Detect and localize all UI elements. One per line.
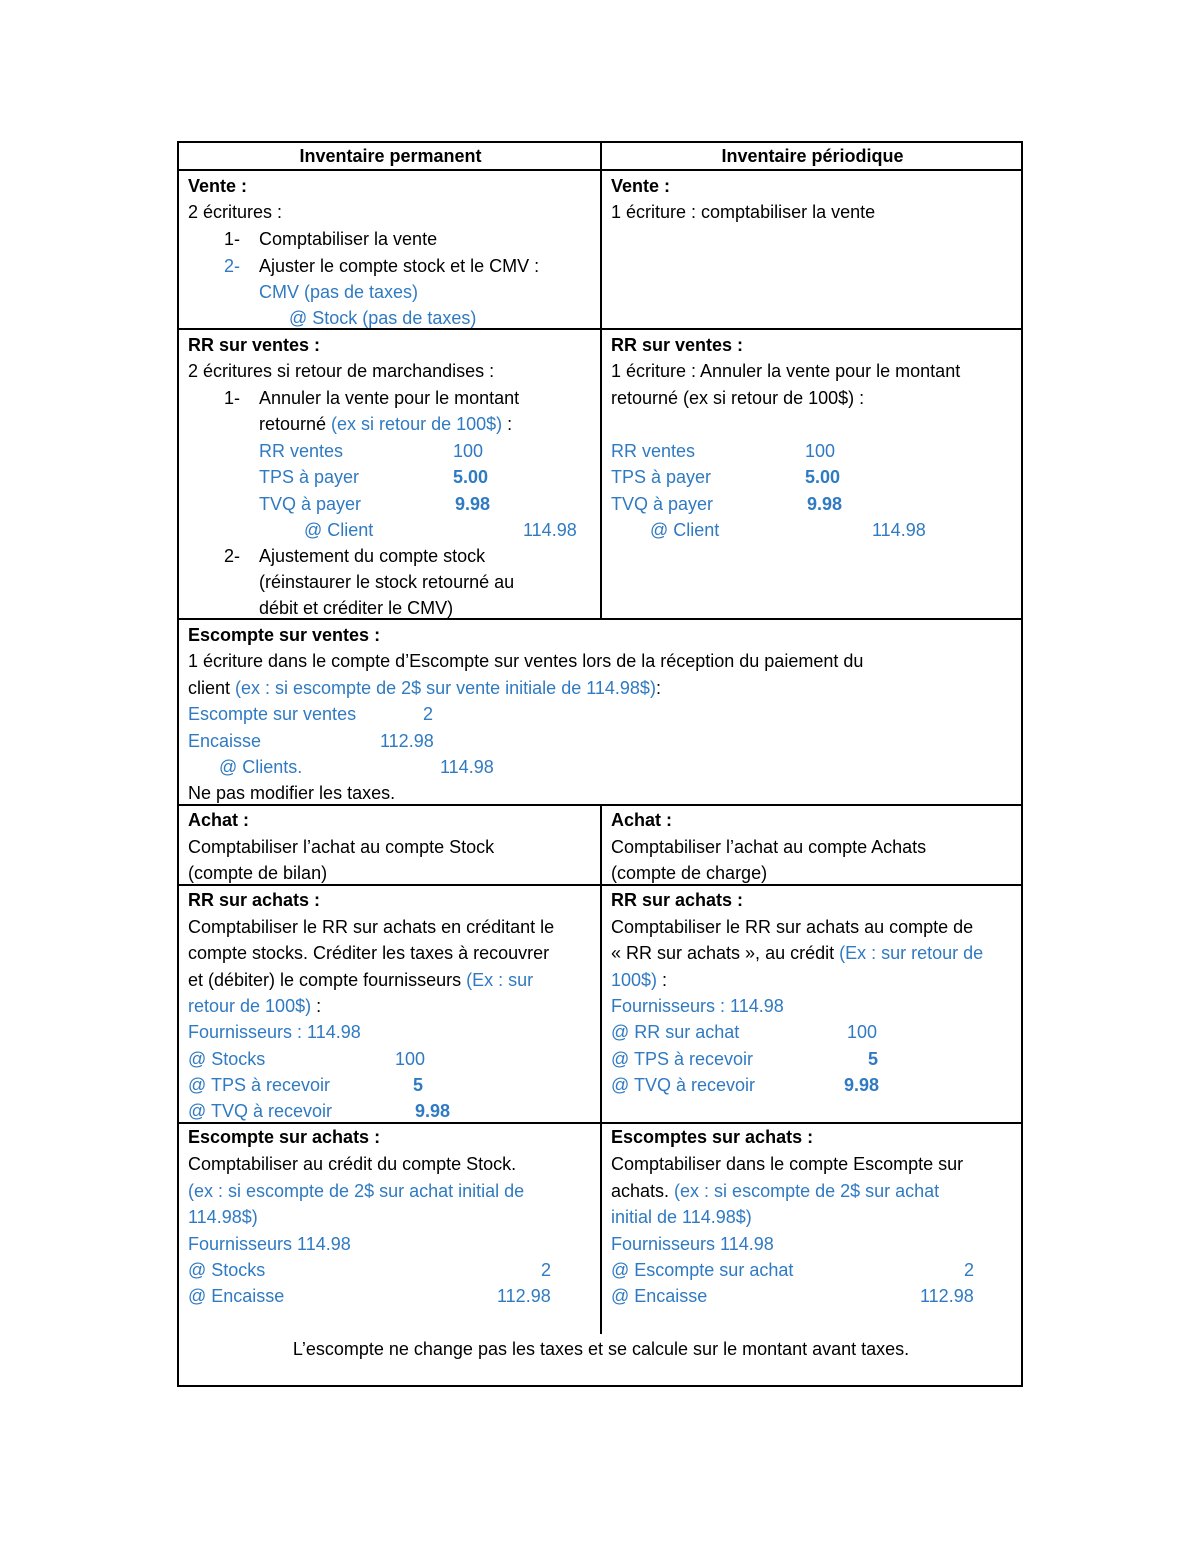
text-line: Comptabiliser au crédit du compte Stock.: [188, 1154, 517, 1174]
text-line: achats. (ex : si escompte de 2$ sur achat: [611, 1181, 940, 1201]
entry-amount: 9.98: [807, 494, 843, 514]
journal-entry-line: Fournisseurs 114.98: [611, 1234, 774, 1254]
entry-account: @ RR sur achat: [611, 1022, 740, 1042]
section-title: Escomptes sur achats :: [611, 1127, 814, 1147]
list-number: 2-: [224, 256, 241, 276]
entry-amount: 9.98: [844, 1075, 880, 1095]
text-line: Comptabiliser l’achat au compte Stock: [188, 837, 495, 857]
text-line: retourné (ex si retour de 100$) :: [259, 414, 513, 434]
rr-ventes-periodique-cell: [602, 330, 1023, 618]
comparison-table: [177, 141, 1023, 1387]
journal-entry-line: Fournisseurs : 114.98: [611, 996, 784, 1016]
text-line: débit et créditer le CMV): [259, 598, 454, 618]
entry-account: @ Stocks: [188, 1049, 266, 1069]
text-line: 100$) :: [611, 970, 668, 990]
text-line: (compte de charge): [611, 863, 768, 883]
section-title: RR sur achats :: [611, 890, 744, 910]
text-line: 1 écriture : Annuler la vente pour le montant: [611, 361, 961, 381]
footnote: L’escompte ne change pas les taxes et se calcule sur le montant avant taxes.: [292, 1339, 910, 1359]
text-line: 1 écriture dans le compte d’Escompte sur ventes lors de la réception du paiement du: [188, 651, 864, 671]
entry-amount: 5: [868, 1049, 879, 1069]
vente-periodique-cell: [602, 171, 1023, 328]
journal-entry-line: Fournisseurs : 114.98: [188, 1022, 361, 1042]
entry-amount: 100: [395, 1049, 426, 1069]
entry-amount: 5.00: [453, 467, 489, 487]
rr-achats-periodique-cell: [602, 886, 1023, 1122]
entry-account: @ Escompte sur achat: [611, 1260, 794, 1280]
text-line: (ex : si escompte de 2$ sur achat initial de: [188, 1181, 525, 1201]
section-title: RR sur ventes :: [611, 335, 744, 355]
entry-amount: 100: [805, 441, 836, 461]
text-line: Comptabiliser le RR sur achats au compte de: [611, 917, 974, 937]
text-line: 2 écritures :: [188, 202, 283, 222]
entry-amount: 5.00: [805, 467, 841, 487]
text-line: 114.98$): [188, 1207, 258, 1227]
entry-amount: 2: [541, 1260, 552, 1280]
entry-amount: 114.98: [440, 757, 494, 777]
entry-account: Encaisse: [188, 731, 262, 751]
entry-account: @ Client: [304, 520, 374, 540]
entry-amount: 112.98: [920, 1286, 974, 1306]
section-title: RR sur achats :: [188, 890, 321, 910]
entry-amount: 100: [453, 441, 484, 461]
section-title: Vente :: [611, 176, 671, 196]
list-number: 2-: [224, 546, 241, 566]
escompte-achats-permanent-cell: [179, 1124, 600, 1334]
entry-account: @ TPS à recevoir: [188, 1075, 330, 1095]
text-line: et (débiter) le compte fournisseurs (Ex : sur: [188, 970, 534, 990]
entry-account: @ TVQ à recevoir: [188, 1101, 332, 1121]
journal-entry-line: Fournisseurs 114.98: [188, 1234, 351, 1254]
entry-account: @ Encaisse: [188, 1286, 285, 1306]
journal-entry-line: CMV (pas de taxes): [259, 282, 419, 302]
text-line: Comptabiliser l’achat au compte Achats: [611, 837, 927, 857]
entry-amount: 112.98: [380, 731, 434, 751]
entry-account: @ Clients.: [219, 757, 303, 777]
entry-amount: 9.98: [415, 1101, 451, 1121]
list-number: 1-: [224, 229, 241, 249]
section-title: Achat :: [188, 810, 250, 830]
achat-periodique-cell: [602, 806, 1023, 884]
vente-permanent-cell: [179, 171, 600, 328]
text-line: Ne pas modifier les taxes.: [188, 783, 396, 803]
achat-permanent-cell: [179, 806, 600, 884]
text-line: Comptabiliser dans le compte Escompte sur: [611, 1154, 964, 1174]
header-periodique: Inventaire périodique: [721, 146, 904, 166]
text-line: compte stocks. Créditer les taxes à recouvrer: [188, 943, 550, 963]
text-line: Comptabiliser la vente: [259, 229, 438, 249]
section-title: Vente :: [188, 176, 248, 196]
list-number: 1-: [224, 388, 241, 408]
section-title: Escompte sur achats :: [188, 1127, 381, 1147]
rr-achats-permanent-cell: [179, 886, 600, 1122]
entry-account: RR ventes: [611, 441, 696, 461]
journal-entry-line: @ Stock (pas de taxes): [289, 308, 477, 328]
entry-amount: 112.98: [497, 1286, 551, 1306]
section-title: RR sur ventes :: [188, 335, 321, 355]
escompte-achats-periodique-cell: [602, 1124, 1023, 1334]
entry-amount: 114.98: [872, 520, 926, 540]
entry-account: TVQ à payer: [611, 494, 714, 514]
entry-amount: 2: [964, 1260, 975, 1280]
entry-account: TPS à payer: [611, 467, 712, 487]
entry-account: Escompte sur ventes: [188, 704, 357, 724]
entry-amount: 114.98: [523, 520, 577, 540]
text-line: 2 écritures si retour de marchandises :: [188, 361, 495, 381]
text-line: Ajuster le compte stock et le CMV :: [259, 256, 540, 276]
header-permanent: Inventaire permanent: [299, 146, 482, 166]
text-line: client (ex : si escompte de 2$ sur vente initiale de 114.98$):: [188, 678, 661, 698]
entry-account: TPS à payer: [259, 467, 360, 487]
entry-account: @ TPS à recevoir: [611, 1049, 753, 1069]
text-line: 1 écriture : comptabiliser la vente: [611, 202, 876, 222]
text-line: retour de 100$) :: [188, 996, 322, 1016]
entry-account: @ Stocks: [188, 1260, 266, 1280]
text-line: (compte de bilan): [188, 863, 328, 883]
entry-amount: 9.98: [455, 494, 491, 514]
text-line: retourné (ex si retour de 100$) :: [611, 388, 865, 408]
rr-ventes-permanent-cell: [179, 330, 600, 618]
entry-amount: 2: [423, 704, 434, 724]
text-line: (réinstaurer le stock retourné au: [259, 572, 515, 592]
text-line: Annuler la vente pour le montant: [259, 388, 520, 408]
entry-amount: 5: [413, 1075, 424, 1095]
entry-account: @ TVQ à recevoir: [611, 1075, 755, 1095]
entry-account: @ Client: [650, 520, 720, 540]
section-title: Escompte sur ventes :: [188, 625, 381, 645]
entry-account: TVQ à payer: [259, 494, 362, 514]
text-line: Comptabiliser le RR sur achats en créditant le: [188, 917, 555, 937]
text-line: « RR sur achats », au crédit (Ex : sur retour de: [611, 943, 984, 963]
entry-account: RR ventes: [259, 441, 344, 461]
section-title: Achat :: [611, 810, 673, 830]
text-line: initial de 114.98$): [611, 1207, 752, 1227]
entry-account: @ Encaisse: [611, 1286, 708, 1306]
entry-amount: 100: [847, 1022, 878, 1042]
text-line: Ajustement du compte stock: [259, 546, 486, 566]
escompte-ventes-cell: [179, 620, 1023, 804]
